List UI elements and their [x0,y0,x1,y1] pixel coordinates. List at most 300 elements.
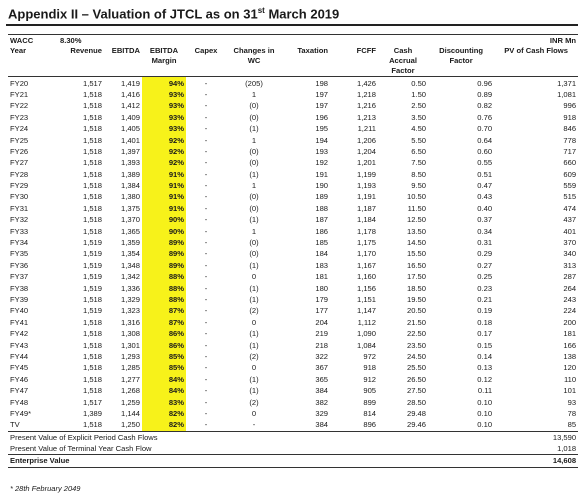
capex-cell: - [204,78,208,88]
revenue-cell: 1,518 [82,124,102,134]
discounting-factor-cell: 0.19 [477,306,493,316]
ebitda-cell: 1,354 [121,249,141,259]
table-row [8,317,578,328]
fcff-cell: 905 [363,386,377,396]
ebitda-cell: 1,397 [121,146,141,156]
fcff-cell: 1,175 [357,238,377,248]
capex-cell: - [204,386,208,396]
table-row [8,237,578,248]
year-cell: FY27 [10,158,29,168]
cash-accrual-factor-cell: 4.50 [411,124,427,134]
fcff-cell: 1,178 [357,226,377,236]
revenue-cell: 1,518 [82,192,102,202]
table-row [8,100,578,111]
capex-cell: - [204,272,208,282]
discounting-factor-cell: 0.47 [477,181,493,191]
taxation-cell: 197 [315,101,329,111]
fcff-cell: 918 [363,363,377,373]
changes-wc-cell: (1) [249,260,259,270]
discounting-factor-cell: 0.10 [477,397,493,407]
cash-accrual-factor-cell: 13.50 [407,226,427,236]
cash-accrual-factor-cell: 8.50 [411,169,427,179]
revenue-cell: 1,519 [82,249,102,259]
discounting-factor-cell: 0.15 [477,340,493,350]
ebitda-margin-cell: 89% [142,260,186,271]
year-cell: FY35 [10,249,29,259]
table-row [8,134,578,145]
fcff-cell: 912 [363,374,377,384]
revenue-cell: 1,519 [82,306,102,316]
taxation-cell: 187 [315,215,329,225]
table-row [8,157,578,168]
unit-label: INR Mn [494,35,578,47]
discounting-factor-cell: 0.60 [477,146,493,156]
ebitda-cell: 1,308 [121,329,141,339]
revenue-cell: 1,518 [82,340,102,350]
revenue-cell: 1,518 [82,329,102,339]
fcff-cell: 1,156 [357,283,377,293]
pv-cash-flows-cell: 181 [563,329,577,339]
taxation-cell: 329 [315,408,329,418]
taxation-cell: 197 [315,89,329,99]
title-superscript: st [257,6,265,15]
pv-cash-flows-cell: 110 [563,374,577,384]
fcff-cell: 814 [363,408,377,418]
revenue-cell: 1,518 [82,386,102,396]
pv-cash-flows-cell: 243 [563,295,577,304]
capex-cell: - [204,260,208,270]
ebitda-cell: 1,285 [121,363,141,373]
fcff-cell: 1,213 [357,112,377,122]
changes-wc-cell: 0 [251,272,257,282]
taxation-cell: 322 [315,351,329,361]
pv-cash-flows-cell: 437 [563,215,577,225]
taxation-cell: 194 [315,135,329,145]
cash-accrual-factor-cell: 25.50 [407,363,427,373]
ebitda-margin-cell: 93% [142,123,186,134]
ebitda-margin-cell: 85% [142,351,186,362]
column-header: Taxation [282,46,330,77]
table-row [8,260,578,271]
pv-cash-flows-cell: 166 [563,340,577,350]
capex-cell: - [204,351,208,361]
year-cell: FY25 [10,135,29,145]
year-cell: FY45 [10,363,29,373]
cash-accrual-factor-cell: 11.50 [407,203,427,213]
ebitda-cell: 1,329 [121,295,141,304]
table-row [8,294,578,305]
discounting-factor-cell: 0.11 [477,386,493,396]
revenue-cell: 1,518 [82,181,102,191]
ebitda-cell: 1,342 [121,272,141,282]
ebitda-cell: 1,316 [121,317,141,327]
ebitda-margin-cell: 91% [142,169,186,180]
changes-wc-cell: 1 [251,135,257,145]
fcff-cell: 1,167 [357,260,377,270]
year-cell: FY47 [10,386,29,396]
fcff-cell: 1,160 [357,272,377,282]
discounting-factor-cell: 0.34 [477,226,493,236]
page-title [8,6,339,21]
fcff-cell: 1,187 [357,203,377,213]
table-row [8,203,578,214]
changes-wc-cell: (0) [249,146,259,156]
capex-cell: - [204,124,208,134]
cash-accrual-factor-cell: 16.50 [407,260,427,270]
revenue-cell: 1,518 [82,112,102,122]
fcff-cell: 1,170 [357,249,377,259]
pv-cash-flows-cell: 609 [563,169,577,179]
capex-cell: - [204,226,208,236]
pv-cash-flows-cell: 474 [563,203,577,213]
cash-accrual-factor-cell: 23.50 [407,340,427,350]
revenue-cell: 1,518 [82,374,102,384]
cash-accrual-factor-cell: 17.50 [407,272,427,282]
wacc-label: WACC [8,35,58,47]
year-cell: FY23 [10,112,29,122]
table-row [8,225,578,236]
taxation-cell: 184 [315,249,329,259]
revenue-cell: 1,518 [82,351,102,361]
taxation-cell: 185 [315,238,329,248]
fcff-cell: 1,112 [357,317,377,327]
capex-cell: - [204,215,208,225]
changes-wc-cell: (1) [249,169,259,179]
revenue-cell: 1,519 [82,260,102,270]
discounting-factor-cell: 0.89 [477,89,493,99]
ebitda-cell: 1,359 [121,238,141,248]
fcff-cell: 1,201 [357,158,377,168]
year-cell: FY44 [10,351,29,361]
fcff-cell: 1,191 [357,192,377,202]
pv-cash-flows-cell: 224 [563,306,577,316]
capex-cell: - [204,329,208,339]
cash-accrual-factor-cell: 28.50 [407,397,427,407]
changes-wc-cell: 0 [251,363,257,373]
fcff-cell: 1,193 [357,181,377,191]
table-row [8,169,578,180]
discounting-factor-cell: 0.18 [477,317,493,327]
cash-accrual-factor-cell: 15.50 [407,249,427,259]
cash-accrual-factor-cell: 18.50 [407,283,427,293]
table-row [8,339,578,350]
year-cell: FY48 [10,397,29,407]
pv-cash-flows-cell: 401 [563,226,577,236]
cash-accrual-factor-cell: 3.50 [411,112,427,122]
ebitda-margin-cell: 86% [142,339,186,350]
enterprise-value-value: 14,608 [494,455,578,467]
ebitda-cell: 1,293 [121,351,141,361]
table-row [8,328,578,339]
discounting-factor-cell: 0.23 [477,283,493,293]
wacc-row [8,35,578,47]
enterprise-value-row [8,455,578,467]
revenue-cell: 1,519 [82,238,102,248]
changes-wc-cell: (205) [245,78,263,88]
changes-wc-cell: (1) [249,124,259,134]
cash-accrual-factor-cell: 14.50 [407,238,427,248]
ebitda-margin-cell: 88% [142,282,186,293]
wacc-value: 8.30% [58,35,142,47]
table-row [8,374,578,385]
revenue-cell: 1,518 [82,295,102,304]
capex-cell: - [204,408,208,418]
ebitda-margin-cell: 84% [142,374,186,385]
cash-accrual-factor-cell: 5.50 [411,135,427,145]
year-cell: FY33 [10,226,29,236]
pv-cash-flows-cell: 778 [563,135,577,145]
cash-accrual-factor-cell: 19.50 [407,295,427,304]
ebitda-cell: 1,405 [121,124,141,134]
column-header: Revenue [58,46,104,77]
ebitda-margin-cell: 93% [142,100,186,111]
taxation-cell: 186 [315,226,329,236]
terminal-pv-row [8,443,578,455]
table-row [8,362,578,373]
discounting-factor-cell: 0.27 [477,260,493,270]
changes-wc-cell: (2) [249,306,259,316]
capex-cell: - [204,203,208,213]
cash-accrual-factor-cell: 9.50 [411,181,427,191]
ebitda-margin-cell: 87% [142,317,186,328]
discounting-factor-cell: 0.21 [477,295,493,304]
fcff-cell: 1,147 [357,306,377,316]
taxation-cell: 189 [315,192,329,202]
taxation-cell: 204 [315,317,329,327]
column-header: Cash Accrual Factor [378,46,428,77]
terminal-pv-label: Present Value of Terminal Year Cash Flow [10,444,152,454]
ebitda-cell: 1,419 [121,78,141,88]
table-row [8,191,578,202]
table-row [8,419,578,431]
fcff-cell: 1,426 [357,78,377,88]
pv-cash-flows-cell: 1,371 [557,78,577,88]
fcff-cell: 1,199 [357,169,377,179]
taxation-cell: 191 [315,169,329,179]
revenue-cell: 1,518 [82,158,102,168]
changes-wc-cell: (0) [249,203,259,213]
revenue-cell: 1,518 [82,363,102,373]
changes-wc-cell: (1) [249,295,259,304]
changes-wc-cell: (0) [249,249,259,259]
year-cell: FY32 [10,215,29,225]
capex-cell: - [204,363,208,373]
discounting-factor-cell: 0.31 [477,238,493,248]
year-cell: FY20 [10,78,29,88]
changes-wc-cell: (0) [249,158,259,168]
year-cell: FY40 [10,306,29,316]
pv-cash-flows-cell: 717 [563,146,577,156]
discounting-factor-cell: 0.25 [477,272,493,282]
cash-accrual-factor-cell: 12.50 [407,215,427,225]
ebitda-margin-cell: 85% [142,362,186,373]
taxation-cell: 219 [315,329,329,339]
capex-cell: - [204,135,208,145]
table-row [8,271,578,282]
cash-accrual-factor-cell: 10.50 [407,192,427,202]
pv-cash-flows-cell: 287 [563,272,577,282]
revenue-cell: 1,518 [82,135,102,145]
changes-wc-cell: 1 [251,89,257,99]
year-cell: FY43 [10,340,29,350]
enterprise-value-label: Enterprise Value [8,455,494,467]
explicit-pv-label: Present Value of Explicit Period Cash Flows [8,431,494,443]
revenue-cell: 1,519 [82,283,102,293]
ebitda-margin-cell: 90% [142,214,186,225]
taxation-cell: 367 [315,363,329,373]
taxation-cell: 183 [315,260,329,270]
fcff-cell: 1,218 [357,89,377,99]
revenue-cell: 1,518 [82,101,102,111]
column-header: FCFF [330,46,378,77]
capex-cell: - [204,89,208,99]
table-row [8,305,578,316]
cash-accrual-factor-cell: 6.50 [411,146,427,156]
column-header: EBITDA Margin [142,46,186,77]
ebitda-margin-cell: 92% [142,157,186,168]
year-cell: FY49* [10,408,32,418]
capex-cell: - [204,283,208,293]
discounting-factor-cell: 0.13 [477,363,493,373]
ebitda-cell: 1,416 [121,89,141,99]
cash-accrual-factor-cell: 20.50 [407,306,427,316]
ebitda-cell: 1,375 [121,203,141,213]
discounting-factor-cell: 0.43 [477,192,493,202]
year-cell: FY37 [10,272,29,282]
revenue-cell: 1,518 [82,146,102,156]
capex-cell: - [204,374,208,384]
title-tail: March 2019 [264,6,340,22]
ebitda-cell: 1,393 [121,158,141,168]
year-cell: FY26 [10,146,29,156]
pv-cash-flows-cell: 1,081 [557,89,577,99]
pv-cash-flows-cell: 85 [567,420,577,430]
pv-cash-flows-cell: 846 [563,124,577,134]
discounting-factor-cell: 0.14 [477,351,493,361]
changes-wc-cell: (1) [249,340,259,350]
ebitda-cell: 1,323 [121,306,141,316]
discounting-factor-cell: 0.70 [477,124,493,134]
cash-accrual-factor-cell: 22.50 [407,329,427,339]
ebitda-margin-cell: 89% [142,248,186,259]
pv-cash-flows-cell: 200 [563,317,577,327]
taxation-cell: 195 [315,124,329,134]
ebitda-margin-cell: 82% [142,408,186,419]
year-cell: FY21 [10,89,29,99]
pv-cash-flows-cell: 370 [563,238,577,248]
ebitda-cell: 1,384 [121,181,141,191]
ebitda-margin-cell: 82% [142,419,186,431]
year-cell: FY24 [10,124,29,134]
changes-wc-cell: 0 [251,317,257,327]
table-row [8,89,578,100]
pv-cash-flows-cell: 101 [563,386,577,396]
cash-accrual-factor-cell: 27.50 [407,386,427,396]
taxation-cell: 196 [315,112,329,122]
capex-cell: - [204,192,208,202]
column-header: Changes in WC [226,46,282,77]
year-cell: FY34 [10,238,29,248]
revenue-cell: 1,518 [82,203,102,213]
taxation-cell: 180 [315,283,329,293]
changes-wc-cell: (1) [249,329,259,339]
taxation-cell: 192 [315,158,329,168]
changes-wc-cell: (1) [249,215,259,225]
ebitda-margin-cell: 91% [142,180,186,191]
year-cell: FY38 [10,283,29,293]
revenue-cell: 1,518 [82,420,102,430]
table-row [8,214,578,225]
pv-cash-flows-cell: 340 [563,249,577,259]
terminal-pv-value: 1,018 [557,444,577,454]
ebitda-cell: 1,412 [121,101,141,111]
year-cell: FY41 [10,317,29,327]
ebitda-cell: 1,259 [121,397,141,407]
ebitda-margin-cell: 92% [142,146,186,157]
table-row [8,180,578,191]
column-header: Discounting Factor [428,46,494,77]
ebitda-cell: 1,380 [121,192,141,202]
discounting-factor-cell: 0.76 [477,112,493,122]
ebitda-margin-cell: 92% [142,134,186,145]
cash-accrual-factor-cell: 0.50 [411,78,427,88]
taxation-cell: 218 [315,340,329,350]
discounting-factor-cell: 0.51 [477,169,493,179]
table-body [8,77,578,431]
ebitda-cell: 1,389 [121,169,141,179]
capex-cell: - [204,420,208,430]
ebitda-cell: 1,348 [121,260,141,270]
capex-cell: - [204,238,208,248]
fcff-cell: 1,084 [357,340,377,350]
changes-wc-cell: (0) [249,101,259,111]
year-cell: FY29 [10,181,29,191]
pv-cash-flows-cell: 918 [563,112,577,122]
taxation-cell: 384 [315,386,329,396]
cash-accrual-factor-cell: 21.50 [407,317,427,327]
ebitda-margin-cell: 87% [142,305,186,316]
explicit-pv-row [8,431,578,443]
pv-cash-flows-cell: 996 [563,101,577,111]
year-cell: FY22 [10,101,29,111]
revenue-cell: 1,518 [82,215,102,225]
table-row [8,112,578,123]
pv-cash-flows-cell: 93 [567,397,577,407]
changes-wc-cell: (1) [249,386,259,396]
table-row [8,282,578,293]
changes-wc-cell: (0) [249,112,259,122]
cash-accrual-factor-cell: 29.46 [407,420,427,430]
revenue-cell: 1,517 [82,78,102,88]
year-cell: TV [10,420,20,430]
pv-cash-flows-cell: 660 [563,158,577,168]
ebitda-cell: 1,144 [121,408,141,418]
ebitda-margin-cell: 91% [142,191,186,202]
capex-cell: - [204,146,208,156]
revenue-cell: 1,519 [82,272,102,282]
capex-cell: - [204,317,208,327]
capex-cell: - [204,397,208,407]
pv-cash-flows-cell: 515 [563,192,577,202]
ebitda-margin-cell: 93% [142,112,186,123]
fcff-cell: 1,184 [357,215,377,225]
capex-cell: - [204,112,208,122]
revenue-cell: 1,518 [82,317,102,327]
capex-cell: - [204,306,208,316]
discounting-factor-cell: 0.40 [477,203,493,213]
ebitda-margin-cell: 89% [142,237,186,248]
changes-wc-cell: (0) [249,238,259,248]
